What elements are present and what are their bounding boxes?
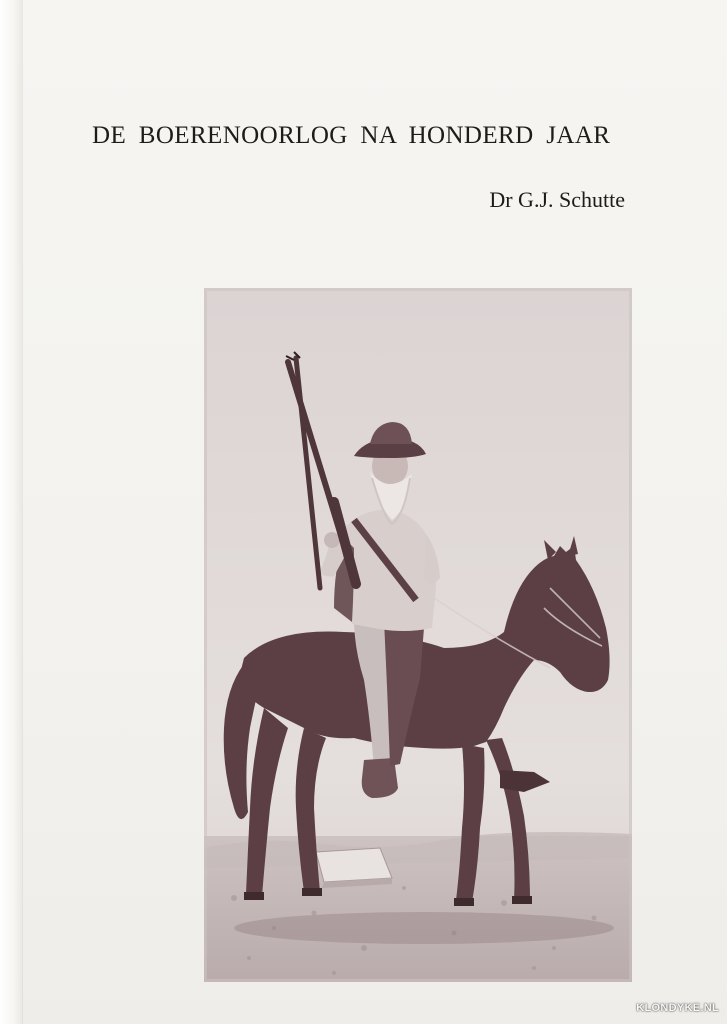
klondyke-watermark: KLONDYKE.NL xyxy=(636,1002,719,1014)
spine-edge xyxy=(0,0,22,1024)
book-title: DE BOERENOORLOG NA HONDERD JAAR xyxy=(92,122,611,149)
cover-photograph xyxy=(204,288,632,982)
mounted-boer-with-rifle-icon xyxy=(204,288,632,982)
book-author: Dr G.J. Schutte xyxy=(489,187,625,212)
